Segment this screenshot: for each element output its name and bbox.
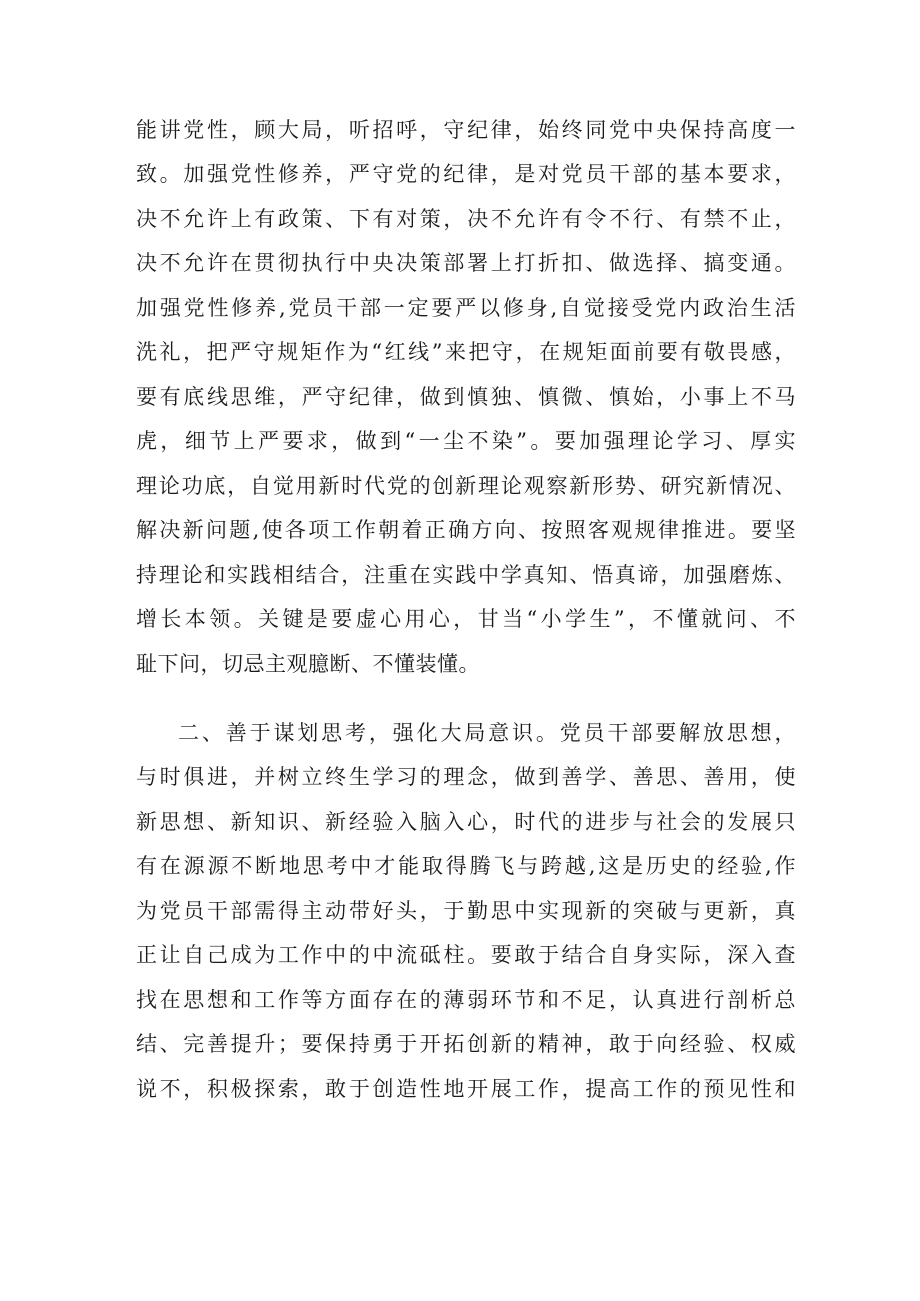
text-line: 致。加强党性修养，严守党的纪律，是对党员干部的基本要求， (136, 162, 796, 186)
text-line: 新思想、新知识、新经验入脑入心，时代的进步与社会的发展只 (136, 810, 796, 834)
text-line: 与时俱进，并树立终生学习的理念，做到善学、善思、善用，使 (136, 765, 796, 789)
text-line: 耻下问，切忌主观臆断、不懂装懂。 (136, 652, 480, 676)
text-line: 加强党性修养,党员干部一定要严以修身,自觉接受党内政治生活 (136, 296, 796, 320)
text-line: 找在思想和工作等方面存在的薄弱环节和不足，认真进行剖析总 (136, 988, 796, 1012)
text-line: 洗礼，把严守规矩作为“红线”来把守，在规矩面前要有敬畏感， (136, 340, 796, 364)
text-line: 能讲党性，顾大局，听招呼，守纪律，始终同党中央保持高度一 (136, 118, 796, 142)
text-line: 决不允许在贯彻执行中央决策部署上打折扣、做选择、搞变通。 (136, 251, 796, 275)
text-line: 有在源源不断地思考中才能取得腾飞与跨越,这是历史的经验,作 (136, 854, 796, 878)
text-line: 结、完善提升；要保持勇于开拓创新的精神，敢于向经验、权威 (136, 1032, 796, 1056)
text-line: 增长本领。关键是要虚心用心，甘当“小学生”，不懂就问、不 (136, 607, 796, 631)
text-line: 决不允许上有政策、下有对策，决不允许有令不行、有禁不止， (136, 207, 796, 231)
text-line: 说不，积极探索，敢于创造性地开展工作，提高工作的预见性和 (136, 1077, 796, 1101)
text-line: 正让自己成为工作中的中流砥柱。要敢于结合自身实际，深入查 (136, 943, 796, 967)
text-line: 为党员干部需得主动带好头，于勤思中实现新的突破与更新，真 (136, 899, 796, 923)
text-line: 解决新问题,使各项工作朝着正确方向、按照客观规律推进。要坚 (136, 518, 796, 542)
text-line: 要有底线思维，严守纪律，做到慎独、慎微、慎始，小事上不马 (136, 385, 796, 409)
text-line: 虎，细节上严要求，做到“一尘不染”。要加强理论学习、厚实 (136, 429, 796, 453)
text-line: 二、善于谋划思考，强化大局意识。党员干部要解放思想， (178, 721, 796, 745)
text-line: 理论功底，自觉用新时代党的创新理论观察新形势、研究新情况、 (136, 474, 796, 498)
text-line: 持理论和实践相结合，注重在实践中学真知、悟真谛，加强磨炼、 (136, 563, 796, 587)
